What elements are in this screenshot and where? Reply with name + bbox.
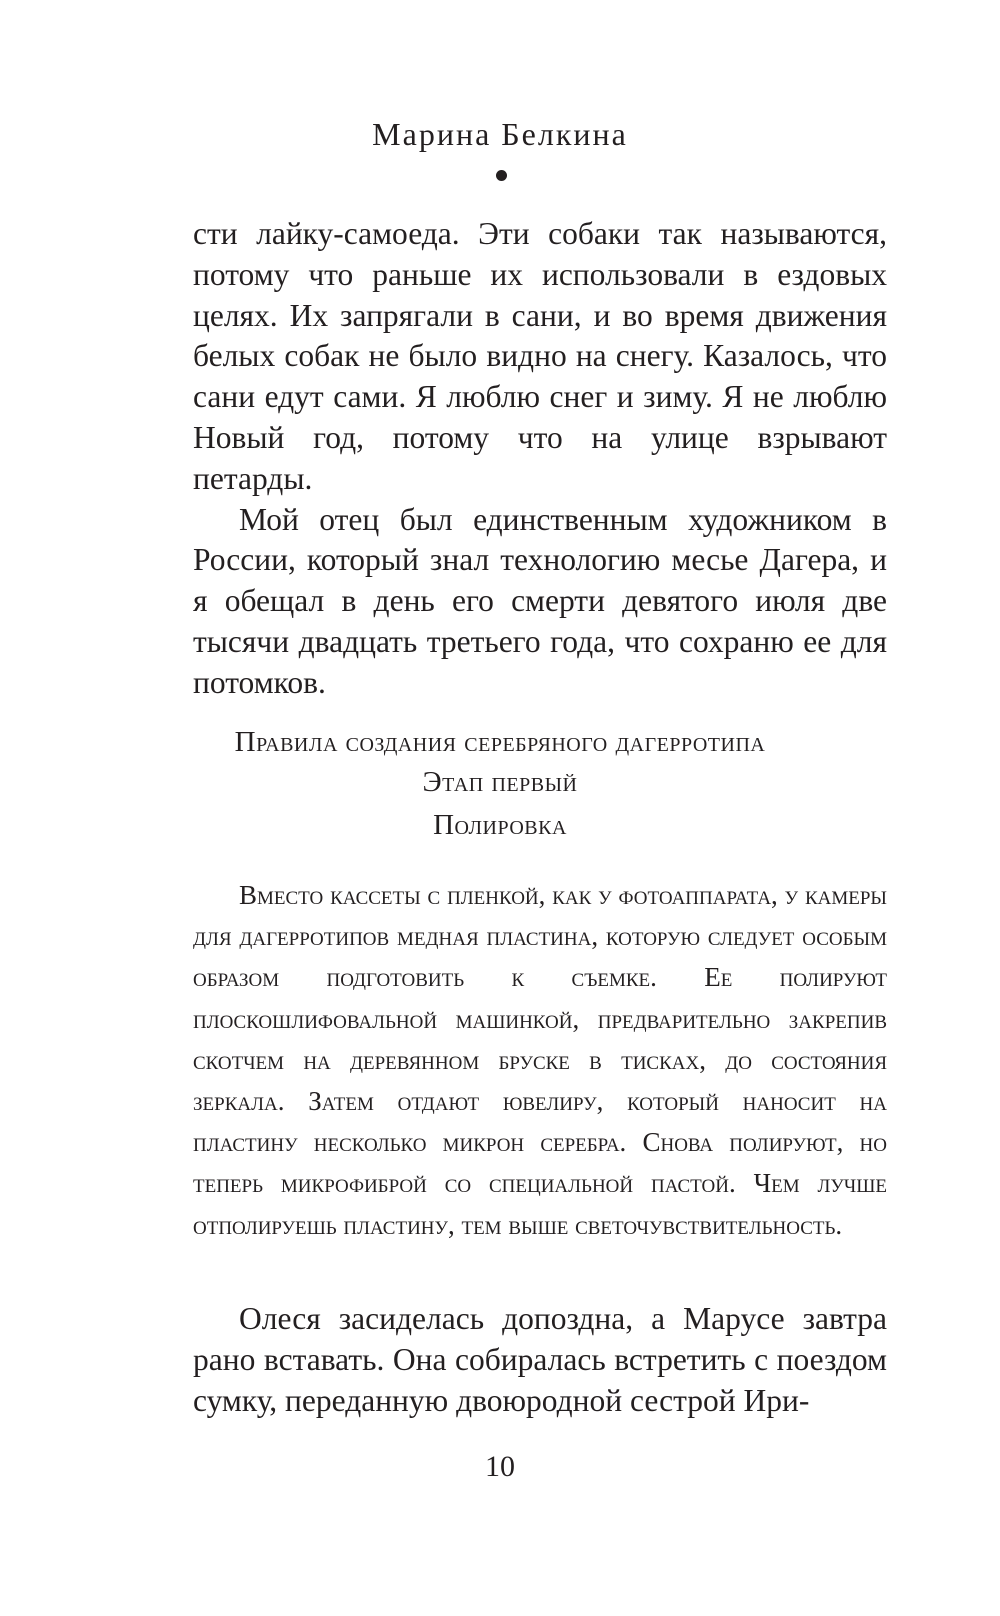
section-stage: Этап первый bbox=[422, 766, 578, 798]
section-stage-name: Полировка bbox=[433, 809, 567, 841]
paragraph-father: Мой отец был единственным художником в России, который знал технологию месье Дагера, и я обещал в день его смерти девятого июля две тысячи двадцать третьего года, что сохраню ее для потомков. bbox=[193, 501, 887, 700]
section-title: Правила создания серебряного дагерротипа bbox=[234, 726, 766, 758]
rules-paragraph: Вместо кассеты с пленкой, как у фотоаппарата, у камеры для дагерротипов медная пластина, которую следует особым образом подготовить к съемке. Ее полируют плоскошлифовальной машинкой, предварительно закрепив скотчем на деревянном бруске в тисках, до состояния зеркала. Затем отдают ювелиру, который наносит на пластину несколько микрон серебра. Снова полируют, но теперь микрофиброй со специальной пастой. Чем лучше отполируешь пластину, тем выше светочувствительность. bbox=[193, 880, 887, 1240]
paragraph-continuation: сти лайку-самоеда. Эти собаки так называются, потому что раньше их использовали в ездовых целях. Их запрягали в сани, и во время движения белых собак не было видно на снегу. Казалось, что сани едут сами. Я люблю снег и зиму. Я не люблю Новый год, потому что на улице взрывают петарды. bbox=[193, 216, 887, 496]
body-text-bottom bbox=[193, 1299, 887, 1421]
page-number: 10 bbox=[485, 1450, 515, 1483]
paragraph-olesya: Олеся засиделась допоздна, а Марусе завтра рано вставать. Она собиралась встретить с поездом сумку, переданную двоюродной сестрой Ири- bbox=[193, 1301, 887, 1418]
header-bullet-ornament bbox=[496, 170, 507, 181]
section-rules-text bbox=[193, 875, 887, 1246]
body-text-top bbox=[193, 214, 887, 704]
running-header-author: Марина Белкина bbox=[372, 116, 628, 152]
